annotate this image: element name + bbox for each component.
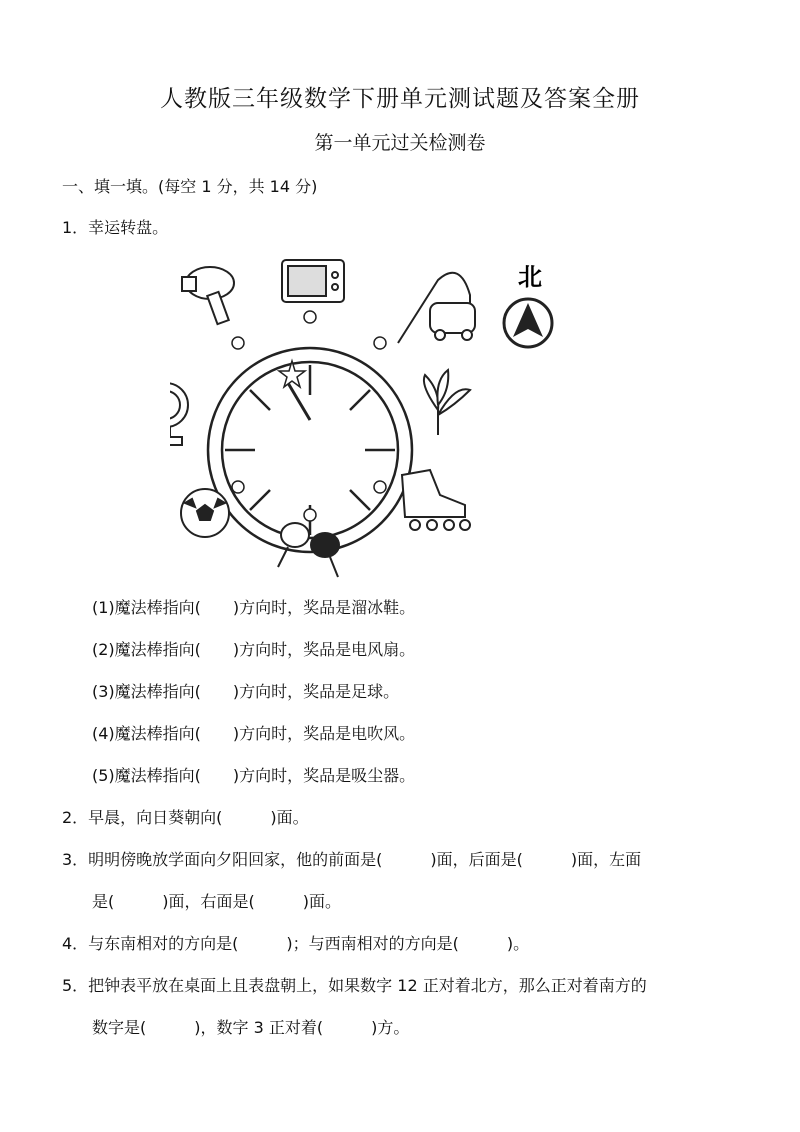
question-5-line-1: 5．把钟表平放在桌面上且表盘朝上，如果数字 12 正对着北方，那么正对着南方的 (62, 976, 647, 995)
plant-icon (424, 370, 470, 435)
vacuum-cleaner-icon (398, 273, 475, 343)
north-arrow-icon (504, 299, 552, 347)
roller-skate-icon (402, 470, 470, 530)
page-subtitle: 第一单元过关检测卷 (314, 132, 486, 154)
question-3-line-2: 是( )面，右面是( )面。 (92, 892, 341, 911)
table-tennis-icon (278, 523, 339, 577)
question-5-line-2: 数字是( )，数字 3 正对着( )方。 (92, 1018, 410, 1037)
magic-wand (288, 383, 310, 420)
lucky-wheel-figure (170, 255, 560, 580)
page-title: 人教版三年级数学下册单元测试题及答案全册 (160, 86, 640, 112)
question-2: 2．早晨，向日葵朝向( )面。 (62, 808, 309, 827)
question-1-label: 1．幸运转盘。 (62, 218, 169, 237)
question-1-item: (2)魔法棒指向( )方向时，奖品是电风扇。 (92, 640, 416, 659)
microwave-icon (282, 260, 344, 302)
question-1-item: (1)魔法棒指向( )方向时，奖品是溜冰鞋。 (92, 598, 416, 617)
star-icon (279, 361, 305, 387)
section-heading: 一、填一填。(每空 1 分，共 14 分) (62, 177, 318, 196)
question-1-item: (5)魔法棒指向( )方向时，奖品是吸尘器。 (92, 766, 416, 785)
electric-fan-icon (170, 383, 188, 445)
soccer-ball-icon (181, 489, 229, 537)
hair-dryer-icon (182, 267, 234, 324)
question-3-line-1: 3．明明傍晚放学面向夕阳回家，他的前面是( )面，后面是( )面，左面 (62, 850, 642, 869)
question-4: 4．与东南相对的方向是( )；与西南相对的方向是( )。 (62, 934, 530, 953)
compass-label: 北 (518, 263, 542, 291)
question-1-item: (3)魔法棒指向( )方向时，奖品是足球。 (92, 682, 400, 701)
question-1-item: (4)魔法棒指向( )方向时，奖品是电吹风。 (92, 724, 416, 743)
